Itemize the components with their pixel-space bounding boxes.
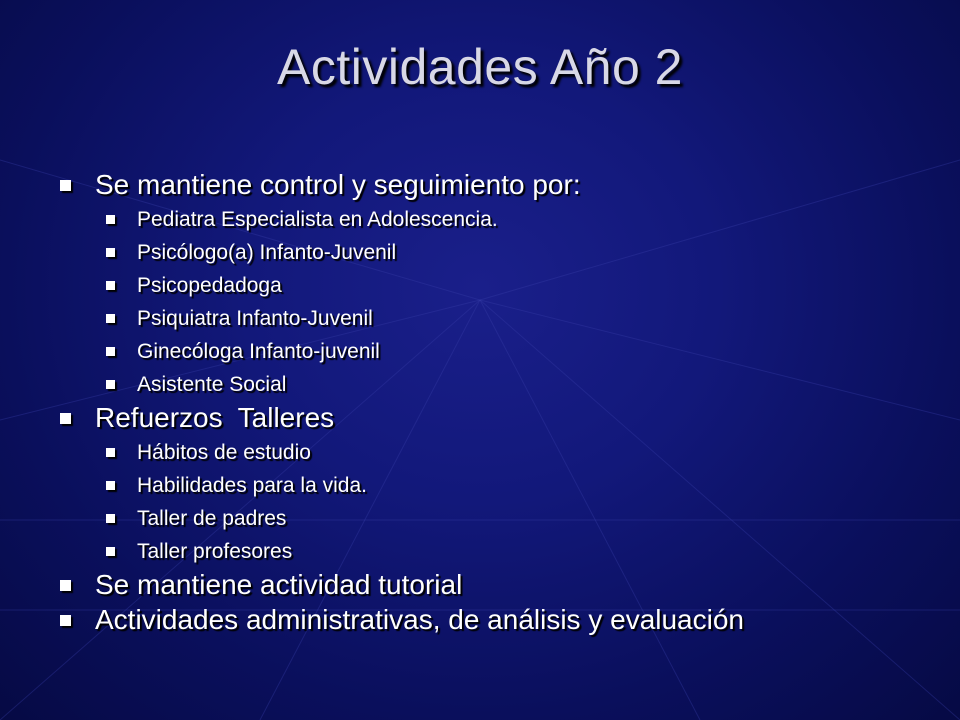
square-bullet-icon bbox=[106, 215, 115, 224]
sub-bullet-item bbox=[60, 302, 940, 335]
square-bullet-icon bbox=[106, 481, 115, 490]
square-bullet-icon bbox=[106, 547, 115, 556]
sub-bullet-item bbox=[60, 436, 940, 469]
sub-bullet-item bbox=[60, 269, 940, 302]
sub-bullet-text: Taller de padres bbox=[137, 507, 287, 530]
sub-bullet-text: Asistente Social bbox=[137, 373, 287, 396]
bullet-item bbox=[60, 401, 940, 435]
square-bullet-icon bbox=[60, 413, 71, 424]
bullet-list bbox=[60, 168, 940, 638]
sub-bullet-text: Habilidades para la vida. bbox=[137, 474, 367, 497]
square-bullet-icon bbox=[60, 180, 71, 191]
square-bullet-icon bbox=[106, 281, 115, 290]
sub-bullet-item bbox=[60, 502, 940, 535]
sub-bullet-text: Hábitos de estudio bbox=[137, 441, 311, 464]
sub-bullet-text: Taller profesores bbox=[137, 540, 293, 563]
sub-bullet-text: Ginecóloga Infanto-juvenil bbox=[137, 340, 380, 363]
square-bullet-icon bbox=[106, 248, 115, 257]
sub-bullet-item bbox=[60, 203, 940, 236]
bullet-text: Se mantiene actividad tutorial bbox=[95, 569, 463, 600]
bullet-item bbox=[60, 603, 940, 637]
sub-bullet-item bbox=[60, 368, 940, 401]
bullet-item bbox=[60, 568, 940, 602]
sub-bullet-text: Pediatra Especialista en Adolescencia. bbox=[137, 208, 498, 231]
bullet-text: Actividades administrativas, de análisis y evaluación bbox=[95, 604, 744, 635]
bullet-text: Se mantiene control y seguimiento por: bbox=[95, 169, 581, 200]
sub-bullet-item bbox=[60, 236, 940, 269]
square-bullet-icon bbox=[106, 314, 115, 323]
sub-bullet-text: Psiquiatra Infanto-Juvenil bbox=[137, 307, 373, 330]
sub-bullet-text: Psicólogo(a) Infanto-Juvenil bbox=[137, 241, 397, 264]
square-bullet-icon bbox=[106, 448, 115, 457]
slide-title: Actividades Año 2 bbox=[277, 39, 683, 95]
sub-bullet-item bbox=[60, 535, 940, 568]
square-bullet-icon bbox=[106, 347, 115, 356]
square-bullet-icon bbox=[106, 514, 115, 523]
sub-bullet-item bbox=[60, 469, 940, 502]
square-bullet-icon bbox=[60, 615, 71, 626]
bullet-text: Refuerzos Talleres bbox=[95, 402, 335, 433]
square-bullet-icon bbox=[60, 580, 71, 591]
bullet-item bbox=[60, 168, 940, 202]
square-bullet-icon bbox=[106, 380, 115, 389]
sub-bullet-item bbox=[60, 335, 940, 368]
sub-bullet-text: Psicopedadoga bbox=[137, 274, 282, 297]
